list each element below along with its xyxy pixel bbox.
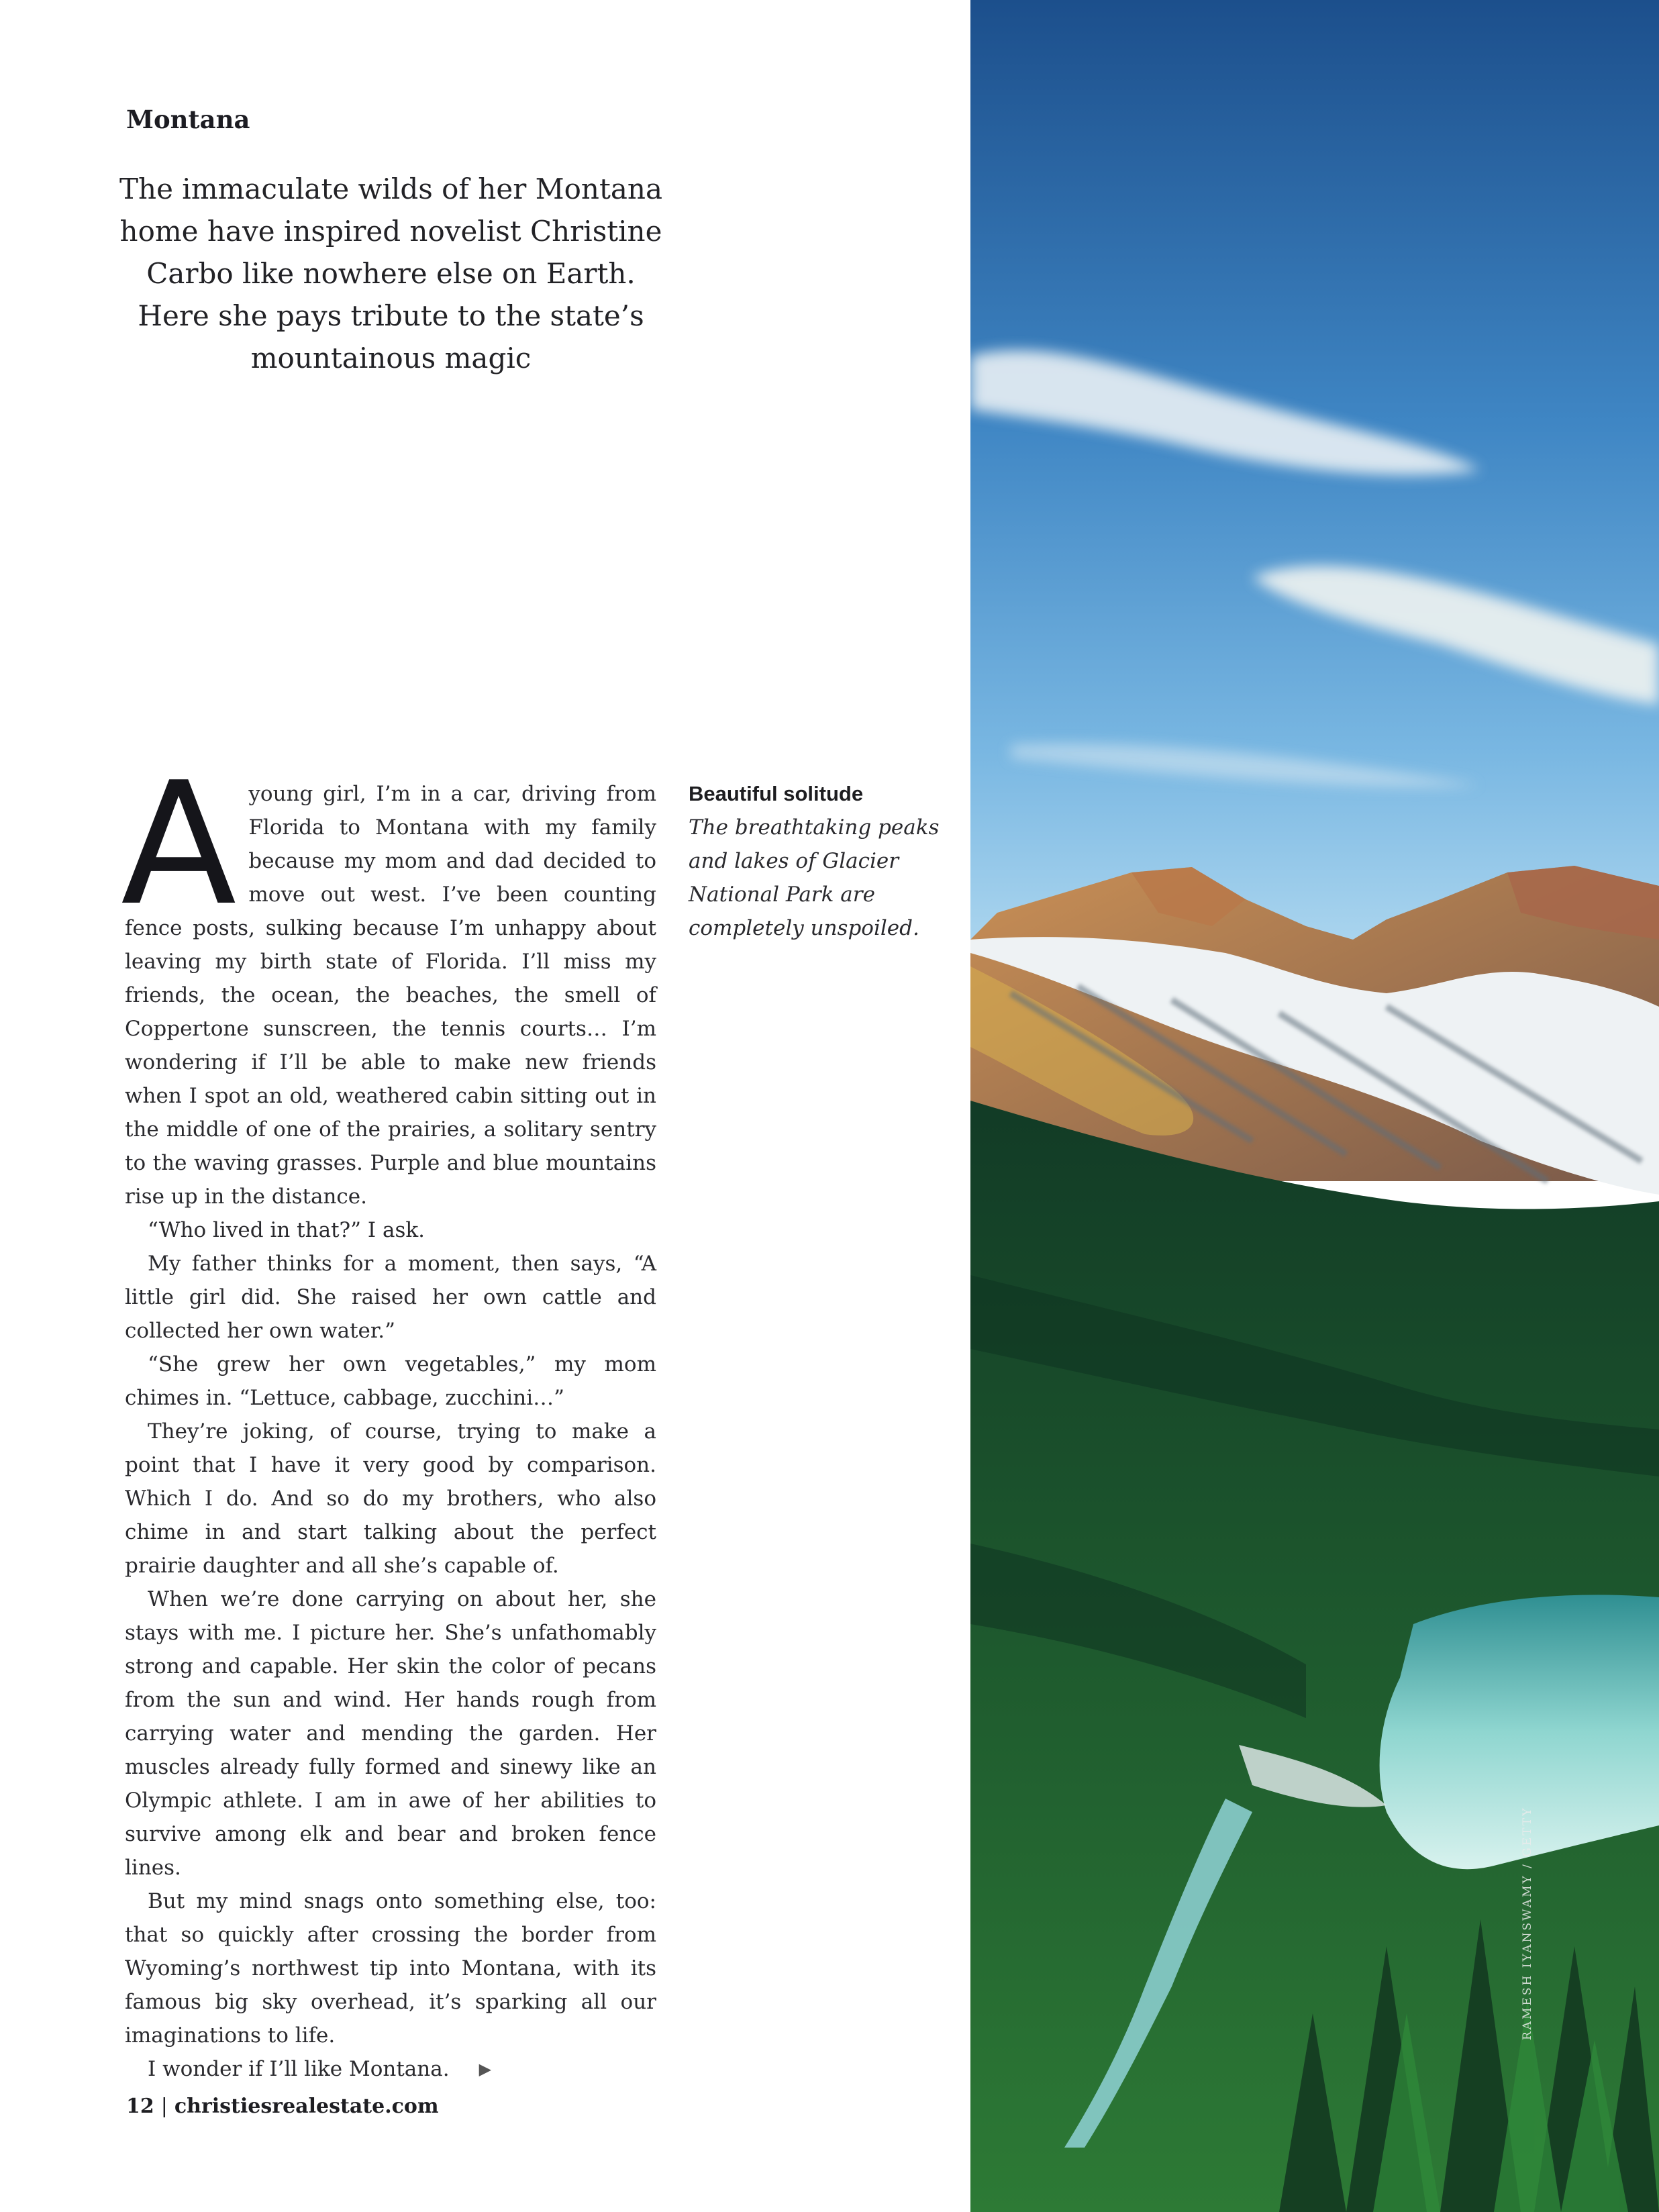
page-footer (126, 2095, 439, 2118)
footer-separator: | (160, 2095, 168, 2118)
article-paragraph: “Who lived in that?” I ask. (148, 1218, 425, 1242)
caption-text: The breathtaking peaks and lakes of Glacier National Park are completely unspoiled. (689, 815, 940, 940)
article-paragraph: When we’re done carrying on about her, she stays with me. I picture her. She’s unfathomably strong and capable. Her skin the color of pecans from the sun and wind. Her hands rough from carrying water and mending the garden. Her muscles already fully formed and sinewy like an Olympic athlete. I am in awe of her abilities to survive among elk and bear and broken fence lines. (125, 1587, 656, 1880)
page-number: 12 (126, 2095, 154, 2118)
paragraph-text: young girl, I’m in a car, driving from Florida to Montana with my family because my mom and dad decided to move out west. I’ve been counting fence posts, sulking because I’m unhappy about leaving my birth state of Florida. I’ll miss my friends, the ocean, the beaches, the smell of Coppertone sunscreen, the tennis courts… I’m wondering if I’ll be able to make new friends when I spot an old, weathered cabin sitting out in the middle of one of the prairies, a solitary sentry to the waving grasses. Purple and blue mountains rise up in the distance. (125, 782, 656, 1209)
photo-credit: RAMESH IYANSWAMY / GETTY (1521, 1806, 1534, 2040)
photo-caption (689, 777, 944, 945)
landscape-photo (970, 0, 1659, 2212)
glacier-park-image (970, 0, 1659, 2212)
end-mark-icon: ▶ (479, 2060, 492, 2078)
article-paragraph (125, 2052, 656, 2086)
website-link[interactable]: christiesrealestate.com (174, 2095, 439, 2118)
standfirst: The immaculate wilds of her Montana home have inspired novelist Christine Carbo like nowhere else on Earth. Here she pays tribute to the state’s mountainous magic (119, 172, 662, 374)
section-title: Montana (126, 105, 250, 134)
article-paragraph: My father thinks for a moment, then says, “A little girl did. She raised her own cattle and collected her own water.” (125, 1252, 656, 1343)
paragraph-text: I wonder if I’ll like Montana. (148, 2057, 450, 2081)
caption-title: Beautiful solitude (689, 782, 864, 805)
article-paragraph: But my mind snags onto something else, too: that so quickly after crossing the border from Wyoming’s northwest tip into Montana, with its famous big sky overhead, it’s sparking all our imaginations to life. (125, 1889, 656, 2048)
article-paragraph: They’re joking, of course, trying to make a point that I have it very good by comparison. Which I do. And so do my brothers, who also chime in and start talking about the perfect prairie daughter and all she’s capable of. (125, 1419, 656, 1578)
drop-cap: A (121, 746, 237, 943)
article-body (121, 746, 656, 2086)
article-paragraph: “She grew her own vegetables,” my mom chimes in. “Lettuce, cabbage, zucchini…” (125, 1352, 656, 1410)
article-paragraph (121, 746, 656, 1213)
